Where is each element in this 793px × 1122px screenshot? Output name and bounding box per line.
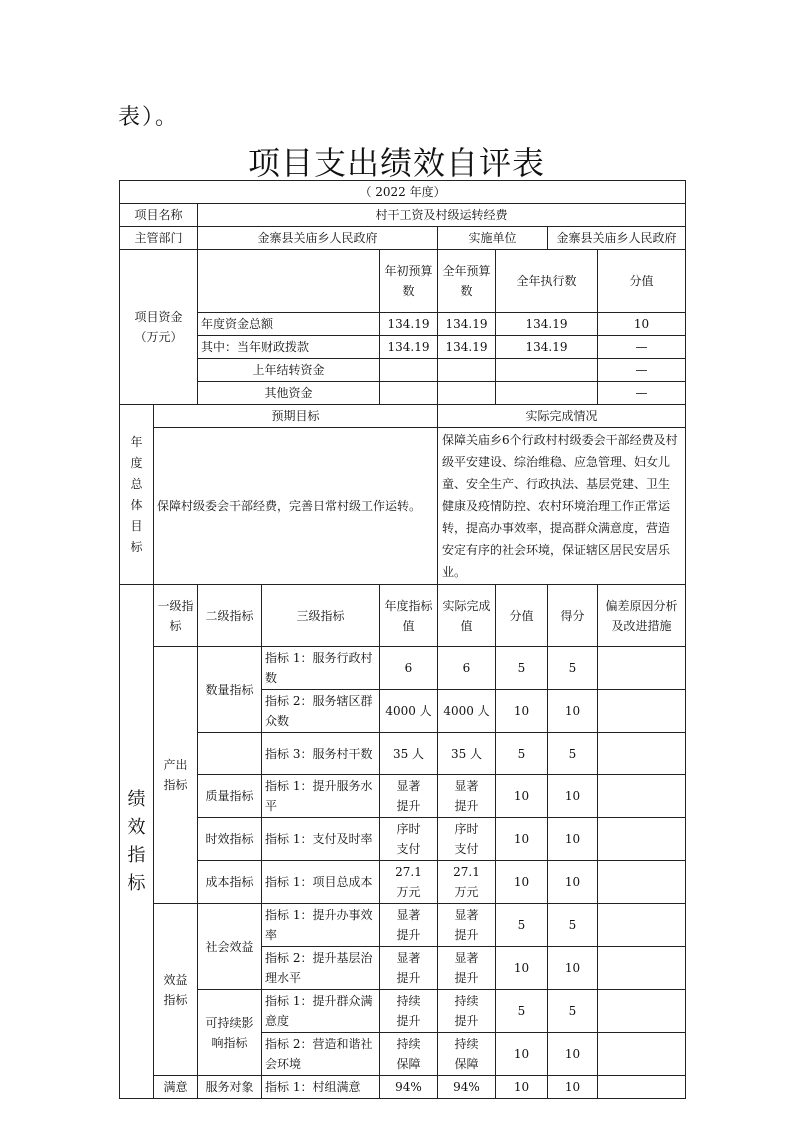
indicator-target: 35 人 <box>380 733 438 775</box>
indicator-deviation <box>598 990 686 1033</box>
indicator-actual: 94% <box>438 1076 496 1099</box>
indicator-actual: 35 人 <box>438 733 496 775</box>
indicator-name: 指标 2：营造和谐社会环境 <box>262 1033 380 1076</box>
funds-header-score-val: 分值 <box>598 250 686 313</box>
goals-expected-text: 保障村级委会干部经费，完善日常村级工作运转。 <box>154 428 438 585</box>
indicator-score-val: 10 <box>496 861 548 904</box>
funds-row-init <box>380 359 438 382</box>
indicator-target: 94% <box>380 1076 438 1099</box>
indicator-score: 10 <box>548 861 598 904</box>
perf-header-level3: 三级指标 <box>262 585 380 647</box>
indicator-score: 10 <box>548 775 598 818</box>
funds-row-name: 年度资金总额 <box>198 313 380 336</box>
dept-label: 主管部门 <box>120 227 198 250</box>
indicator-actual: 显著提升 <box>438 904 496 947</box>
indicator-score: 10 <box>548 818 598 861</box>
quality-label: 质量指标 <box>198 775 262 818</box>
indicator-score: 10 <box>548 947 598 990</box>
indicator-actual: 显著提升 <box>438 775 496 818</box>
funds-header-blank <box>198 250 380 313</box>
indicator-score-val: 5 <box>496 904 548 947</box>
indicator-target: 显著提升 <box>380 775 438 818</box>
service-label: 服务对象 <box>198 1076 262 1099</box>
indicator-deviation <box>598 690 686 733</box>
indicator-actual: 序时支付 <box>438 818 496 861</box>
goals-label <box>120 405 154 585</box>
quantity-blank <box>198 733 262 775</box>
satisfaction-label: 满意 <box>154 1076 198 1099</box>
indicator-score-val: 10 <box>496 818 548 861</box>
indicator-name: 指标 1：提升群众满意度 <box>262 990 380 1033</box>
funds-label-text: 项目资金（万元） <box>134 310 183 344</box>
indicator-score: 10 <box>548 1033 598 1076</box>
perf-header-level2: 二级指标 <box>198 585 262 647</box>
funds-row-score-val: 10 <box>598 313 686 336</box>
funds-row-name: 其他资金 <box>198 382 380 405</box>
impl-label: 实施单位 <box>438 227 548 250</box>
perf-header-target: 年度指标值 <box>380 585 438 647</box>
indicator-target: 持续保障 <box>380 1033 438 1076</box>
effect-label-text: 效益指标 <box>163 972 188 1007</box>
funds-row-exec <box>496 359 598 382</box>
cost-label: 成本指标 <box>198 861 262 904</box>
funds-header-init: 年初预算数 <box>380 250 438 313</box>
perf-label <box>120 585 154 1099</box>
indicator-score-val: 10 <box>496 1033 548 1076</box>
indicator-actual: 持续保障 <box>438 1033 496 1076</box>
funds-header-full: 全年预算数 <box>438 250 496 313</box>
indicator-name: 指标 1：提升办事效率 <box>262 904 380 947</box>
indicator-score-val: 10 <box>496 775 548 818</box>
indicator-deviation <box>598 775 686 818</box>
goals-label-text: 年度总体目标 <box>130 434 143 554</box>
output-label <box>154 647 198 904</box>
indicator-deviation <box>598 861 686 904</box>
project-name: 村干工资及村级运转经费 <box>198 204 686 227</box>
indicator-deviation <box>598 904 686 947</box>
lead-text: 表）。 <box>118 105 180 130</box>
indicator-deviation <box>598 1033 686 1076</box>
funds-row-name: 其中：当年财政拨款 <box>198 336 380 359</box>
indicator-target: 显著提升 <box>380 947 438 990</box>
dept-value: 金寨县关庙乡人民政府 <box>198 227 438 250</box>
self-evaluation-table <box>119 180 686 1099</box>
indicator-score: 10 <box>548 1076 598 1099</box>
goals-expected-header: 预期目标 <box>154 405 438 428</box>
time-label: 时效指标 <box>198 818 262 861</box>
page-title: 项目支出绩效自评表 <box>247 144 545 182</box>
indicator-deviation <box>598 1076 686 1099</box>
indicator-target: 显著提升 <box>380 904 438 947</box>
goals-actual-text: 保障关庙乡6个行政村村级委会干部经费及村级平安建设、综治维稳、应急管理、妇女儿童、安全生产、行政执法、基层党建、卫生健康及疫情防控、农村环境治理工作正常运转，提高办事效率，提高群众满意度，营造安定有序的社会环境，保证辖区居民安居乐业。 <box>438 428 686 585</box>
indicator-actual: 27.1 万元 <box>438 861 496 904</box>
indicator-name: 指标 1：提升服务水平 <box>262 775 380 818</box>
indicator-target: 4000 人 <box>380 690 438 733</box>
indicator-score-val: 5 <box>496 647 548 690</box>
indicator-name: 指标 3：服务村干数 <box>262 733 380 775</box>
funds-row-exec <box>496 382 598 405</box>
indicator-target: 序时支付 <box>380 818 438 861</box>
funds-row-init: 134.19 <box>380 336 438 359</box>
indicator-deviation <box>598 733 686 775</box>
impl-value: 金寨县关庙乡人民政府 <box>548 227 686 250</box>
indicator-actual: 6 <box>438 647 496 690</box>
indicator-target: 27.1 万元 <box>380 861 438 904</box>
funds-row-score-val: — <box>598 336 686 359</box>
funds-row-init: 134.19 <box>380 313 438 336</box>
indicator-score: 5 <box>548 990 598 1033</box>
funds-row-exec: 134.19 <box>496 313 598 336</box>
indicator-score-val: 5 <box>496 990 548 1033</box>
indicator-name: 指标 2：提升基层治理水平 <box>262 947 380 990</box>
indicator-actual: 显著提升 <box>438 947 496 990</box>
output-label-text: 产出指标 <box>163 758 188 792</box>
funds-row-name: 上年结转资金 <box>198 359 380 382</box>
funds-row-full <box>438 359 496 382</box>
funds-label <box>120 250 198 405</box>
indicator-name: 指标 1：项目总成本 <box>262 861 380 904</box>
year-cell: （ 2022 年度） <box>120 181 686 204</box>
indicator-score: 5 <box>548 904 598 947</box>
indicator-score: 5 <box>548 647 598 690</box>
perf-header-level1: 一级指标 <box>154 585 198 647</box>
indicator-score-val: 10 <box>496 1076 548 1099</box>
indicator-name: 指标 1：村组满意 <box>262 1076 380 1099</box>
indicator-score-val: 10 <box>496 690 548 733</box>
funds-row-full <box>438 382 496 405</box>
indicator-score: 10 <box>548 690 598 733</box>
indicator-score-val: 10 <box>496 947 548 990</box>
funds-row-full: 134.19 <box>438 313 496 336</box>
indicator-name: 指标 1：服务行政村数 <box>262 647 380 690</box>
perf-header-score-val: 分值 <box>496 585 548 647</box>
funds-header-exec: 全年执行数 <box>496 250 598 313</box>
indicator-actual: 持续提升 <box>438 990 496 1033</box>
indicator-deviation <box>598 818 686 861</box>
project-name-label: 项目名称 <box>120 204 198 227</box>
perf-header-actual: 实际完成值 <box>438 585 496 647</box>
effect-label <box>154 904 198 1076</box>
indicator-actual: 4000 人 <box>438 690 496 733</box>
indicator-name: 指标 2：服务辖区群众数 <box>262 690 380 733</box>
perf-label-text: 绩效指标 <box>127 788 146 894</box>
funds-row-exec: 134.19 <box>496 336 598 359</box>
sustain-label: 可持续影响指标 <box>198 990 262 1076</box>
funds-row-init <box>380 382 438 405</box>
indicator-deviation <box>598 647 686 690</box>
goals-actual-header: 实际完成情况 <box>438 405 686 428</box>
indicator-deviation <box>598 947 686 990</box>
quantity-label: 数量指标 <box>198 647 262 733</box>
perf-header-deviation: 偏差原因分析及改进措施 <box>598 585 686 647</box>
indicator-target: 持续提升 <box>380 990 438 1033</box>
indicator-name: 指标 1：支付及时率 <box>262 818 380 861</box>
indicator-target: 6 <box>380 647 438 690</box>
indicator-score: 5 <box>548 733 598 775</box>
funds-row-score-val: — <box>598 382 686 405</box>
perf-header-score: 得分 <box>548 585 598 647</box>
funds-row-full: 134.19 <box>438 336 496 359</box>
funds-row-score-val: — <box>598 359 686 382</box>
social-label: 社会效益 <box>198 904 262 990</box>
indicator-score-val: 5 <box>496 733 548 775</box>
